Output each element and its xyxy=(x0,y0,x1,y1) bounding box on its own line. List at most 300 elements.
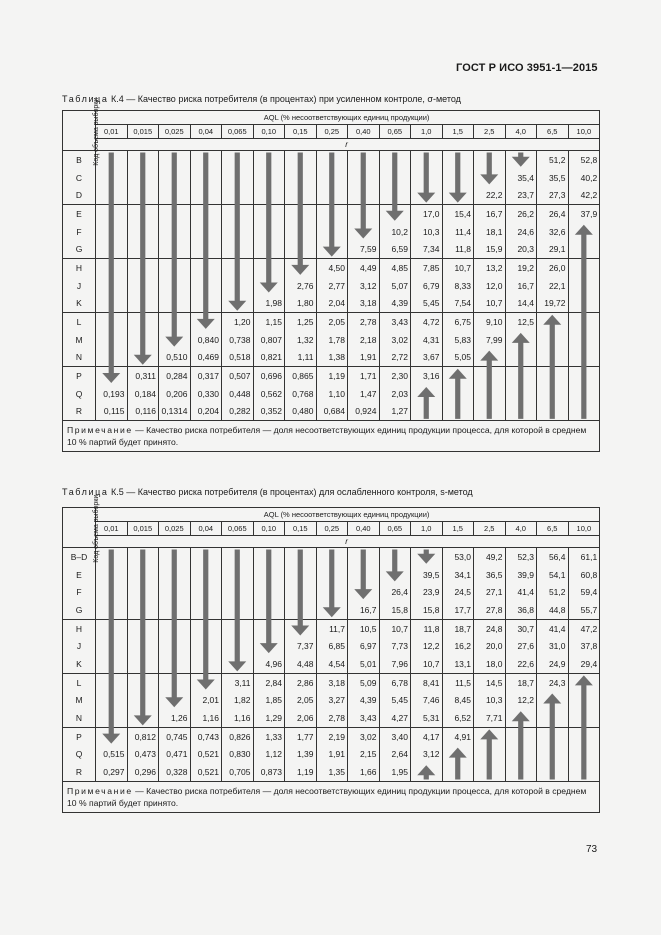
risk-cell: 1,15 xyxy=(253,313,285,331)
risk-cell: 11,4 xyxy=(442,223,474,241)
risk-cell xyxy=(96,259,128,277)
risk-cell: 3,43 xyxy=(348,709,380,727)
risk-cell: 0,480 xyxy=(285,403,317,421)
sample-code: N xyxy=(63,349,96,367)
risk-cell: 0,330 xyxy=(190,385,222,403)
risk-cell xyxy=(222,637,254,655)
risk-cell xyxy=(222,186,254,204)
aql-value: 2,5 xyxy=(474,125,506,139)
note-text: — Качество риска потребителя — доля несоответствующих единиц продукции процесса, для которой в среднем 10 % партий будет принято. xyxy=(67,785,587,808)
risk-cell xyxy=(379,205,411,223)
sample-code: G xyxy=(63,240,96,258)
risk-cell: 0,184 xyxy=(127,385,159,403)
risk-cell xyxy=(159,619,191,637)
risk-cell: 23,7 xyxy=(505,186,537,204)
risk-cell: 30,7 xyxy=(505,619,537,637)
risk-cell: 2,01 xyxy=(190,692,222,710)
risk-cell: 18,7 xyxy=(505,673,537,691)
risk-cell xyxy=(96,313,128,331)
risk-cell: 41,4 xyxy=(537,619,569,637)
risk-cell: 5,09 xyxy=(348,673,380,691)
risk-cell xyxy=(348,223,380,241)
risk-cell xyxy=(568,727,600,745)
risk-cell: 15,4 xyxy=(442,205,474,223)
risk-cell: 0,1314 xyxy=(159,403,191,421)
risk-cell xyxy=(96,240,128,258)
risk-cell: 9,10 xyxy=(474,313,506,331)
kod-label: Код объема выборки xyxy=(93,97,101,166)
risk-cell: 1,19 xyxy=(285,763,317,781)
aql-value: 0,25 xyxy=(316,522,348,536)
aql-value: 4,0 xyxy=(505,125,537,139)
risk-cell xyxy=(505,709,537,727)
table-row xyxy=(63,205,600,223)
risk-cell xyxy=(159,637,191,655)
aql-value: 6,5 xyxy=(537,522,569,536)
risk-cell: 22,6 xyxy=(505,655,537,673)
risk-cell: 1,85 xyxy=(253,692,285,710)
risk-cell: 0,768 xyxy=(285,385,317,403)
risk-cell xyxy=(442,763,474,781)
risk-cell xyxy=(348,205,380,223)
table-row xyxy=(63,259,600,277)
risk-cell: 4,54 xyxy=(316,655,348,673)
risk-cell: 0,448 xyxy=(222,385,254,403)
risk-cell: 2,30 xyxy=(379,367,411,385)
risk-cell: 35,5 xyxy=(537,169,569,187)
risk-cell: 1,11 xyxy=(285,349,317,367)
risk-cell xyxy=(127,566,159,584)
sample-code: M xyxy=(63,331,96,349)
risk-cell: 44,8 xyxy=(537,601,569,619)
risk-cell xyxy=(190,259,222,277)
risk-cell xyxy=(253,259,285,277)
risk-cell: 60,8 xyxy=(568,566,600,584)
risk-cell: 0,873 xyxy=(253,763,285,781)
table-row xyxy=(63,673,600,691)
risk-cell: 0,684 xyxy=(316,403,348,421)
risk-cell xyxy=(474,727,506,745)
risk-cell: 6,52 xyxy=(442,709,474,727)
risk-cell xyxy=(159,169,191,187)
risk-cell: 0,206 xyxy=(159,385,191,403)
risk-cell xyxy=(96,205,128,223)
risk-cell: 7,54 xyxy=(442,295,474,313)
risk-cell xyxy=(316,205,348,223)
risk-cell xyxy=(442,151,474,169)
risk-cell: 7,73 xyxy=(379,637,411,655)
r-label: r xyxy=(96,139,600,151)
table-row xyxy=(63,548,600,566)
risk-cell: 5,07 xyxy=(379,277,411,295)
risk-cell: 59,4 xyxy=(568,583,600,601)
risk-cell xyxy=(222,583,254,601)
risk-cell: 0,507 xyxy=(222,367,254,385)
risk-cell: 52,3 xyxy=(505,548,537,566)
aql-value: 0,01 xyxy=(96,522,128,536)
risk-cell: 4,91 xyxy=(442,727,474,745)
table-k5 xyxy=(62,494,600,813)
risk-cell: 35,4 xyxy=(505,169,537,187)
risk-cell xyxy=(537,349,569,367)
risk-cell xyxy=(222,151,254,169)
risk-cell: 53,0 xyxy=(442,548,474,566)
risk-cell: 3,43 xyxy=(379,313,411,331)
risk-cell xyxy=(505,746,537,764)
aql-value: 6,5 xyxy=(537,125,569,139)
risk-cell: 7,85 xyxy=(411,259,443,277)
risk-cell: 5,45 xyxy=(379,692,411,710)
risk-cell: 0,284 xyxy=(159,367,191,385)
risk-cell xyxy=(379,151,411,169)
risk-cell: 2,03 xyxy=(379,385,411,403)
risk-cell: 23,9 xyxy=(411,583,443,601)
risk-cell xyxy=(537,403,569,421)
risk-cell: 61,1 xyxy=(568,548,600,566)
risk-cell xyxy=(96,223,128,241)
table-row xyxy=(63,186,600,204)
risk-cell: 52,8 xyxy=(568,151,600,169)
aql-value: 0,015 xyxy=(127,522,159,536)
risk-cell: 6,59 xyxy=(379,240,411,258)
sample-code: J xyxy=(63,637,96,655)
risk-cell: 12,2 xyxy=(411,637,443,655)
risk-cell: 1,33 xyxy=(253,727,285,745)
table-row xyxy=(63,619,600,637)
risk-cell: 37,8 xyxy=(568,637,600,655)
risk-cell xyxy=(442,367,474,385)
risk-cell: 4,48 xyxy=(285,655,317,673)
sample-code: J xyxy=(63,277,96,295)
sample-code: G xyxy=(63,601,96,619)
risk-cell xyxy=(190,205,222,223)
aql-value: 1,5 xyxy=(442,522,474,536)
aql-value: 0,015 xyxy=(127,125,159,139)
risk-cell xyxy=(505,403,537,421)
risk-cell: 3,18 xyxy=(348,295,380,313)
risk-cell xyxy=(537,727,569,745)
risk-cell: 18,0 xyxy=(474,655,506,673)
risk-cell: 0,840 xyxy=(190,331,222,349)
risk-cell: 4,39 xyxy=(379,295,411,313)
risk-cell: 13,2 xyxy=(474,259,506,277)
aql-value: 0,10 xyxy=(253,125,285,139)
risk-cell xyxy=(159,205,191,223)
risk-cell: 4,27 xyxy=(379,709,411,727)
risk-cell: 2,06 xyxy=(285,709,317,727)
risk-cell: 7,59 xyxy=(348,240,380,258)
risk-cell xyxy=(568,763,600,781)
risk-cell xyxy=(253,601,285,619)
table-row xyxy=(63,583,600,601)
risk-cell xyxy=(96,619,128,637)
risk-cell: 2,19 xyxy=(316,727,348,745)
risk-cell xyxy=(127,619,159,637)
risk-cell xyxy=(568,223,600,241)
aql-value: 0,40 xyxy=(348,522,380,536)
risk-cell: 0,743 xyxy=(190,727,222,745)
risk-cell xyxy=(568,295,600,313)
risk-cell xyxy=(127,601,159,619)
risk-cell xyxy=(159,313,191,331)
risk-cell: 0,282 xyxy=(222,403,254,421)
risk-cell xyxy=(316,566,348,584)
risk-cell xyxy=(537,385,569,403)
aql-value: 0,25 xyxy=(316,125,348,139)
risk-cell: 16,7 xyxy=(348,601,380,619)
aql-value: 10,0 xyxy=(568,522,600,536)
risk-cell xyxy=(96,367,128,385)
table-row xyxy=(63,692,600,710)
risk-cell xyxy=(222,655,254,673)
risk-cell: 20,0 xyxy=(474,637,506,655)
risk-cell: 24,6 xyxy=(505,223,537,241)
risk-cell xyxy=(348,583,380,601)
risk-cell xyxy=(537,367,569,385)
risk-cell: 18,1 xyxy=(474,223,506,241)
risk-cell: 10,7 xyxy=(411,655,443,673)
risk-cell: 0,865 xyxy=(285,367,317,385)
risk-cell: 10,2 xyxy=(379,223,411,241)
risk-cell: 11,7 xyxy=(316,619,348,637)
aql-value: 0,065 xyxy=(222,522,254,536)
risk-cell: 1,38 xyxy=(316,349,348,367)
risk-cell xyxy=(222,548,254,566)
risk-cell xyxy=(127,169,159,187)
risk-cell: 6,75 xyxy=(442,313,474,331)
risk-cell: 19,2 xyxy=(505,259,537,277)
risk-cell xyxy=(127,655,159,673)
sample-code: K xyxy=(63,655,96,673)
table-row xyxy=(63,240,600,258)
risk-cell xyxy=(411,548,443,566)
sample-code: H xyxy=(63,619,96,637)
risk-cell: 56,4 xyxy=(537,548,569,566)
risk-cell xyxy=(568,313,600,331)
risk-cell: 0,821 xyxy=(253,349,285,367)
risk-cell: 1,78 xyxy=(316,331,348,349)
risk-cell: 1,39 xyxy=(285,746,317,764)
risk-cell xyxy=(96,349,128,367)
table-row xyxy=(63,349,600,367)
risk-cell xyxy=(222,240,254,258)
risk-cell xyxy=(127,240,159,258)
risk-cell: 11,8 xyxy=(442,240,474,258)
risk-cell: 22,1 xyxy=(537,277,569,295)
table-k4-caption xyxy=(62,94,461,104)
risk-cell xyxy=(190,186,222,204)
risk-cell: 8,45 xyxy=(442,692,474,710)
risk-cell: 2,18 xyxy=(348,331,380,349)
aql-header: AQL (% несоответствующих единиц продукции) xyxy=(96,508,600,522)
risk-cell xyxy=(190,566,222,584)
risk-cell xyxy=(442,746,474,764)
risk-cell: 8,33 xyxy=(442,277,474,295)
risk-cell xyxy=(127,223,159,241)
risk-cell: 2,04 xyxy=(316,295,348,313)
risk-cell xyxy=(253,240,285,258)
risk-cell: 2,76 xyxy=(285,277,317,295)
risk-cell xyxy=(442,385,474,403)
risk-cell xyxy=(537,763,569,781)
risk-cell: 1,80 xyxy=(285,295,317,313)
risk-cell: 3,40 xyxy=(379,727,411,745)
risk-cell xyxy=(285,186,317,204)
risk-cell: 15,9 xyxy=(474,240,506,258)
risk-cell xyxy=(96,169,128,187)
risk-cell: 1,91 xyxy=(316,746,348,764)
risk-cell: 3,11 xyxy=(222,673,254,691)
risk-cell: 1,26 xyxy=(159,709,191,727)
risk-cell: 0,115 xyxy=(96,403,128,421)
note-label: Примечание xyxy=(67,425,133,436)
risk-cell: 27,1 xyxy=(474,583,506,601)
risk-cell xyxy=(348,151,380,169)
table-row xyxy=(63,295,600,313)
risk-cell xyxy=(379,548,411,566)
risk-cell xyxy=(159,583,191,601)
sample-code: L xyxy=(63,313,96,331)
aql-value: 0,15 xyxy=(285,125,317,139)
risk-cell xyxy=(411,186,443,204)
risk-cell xyxy=(316,151,348,169)
risk-cell: 4,31 xyxy=(411,331,443,349)
risk-cell xyxy=(222,223,254,241)
risk-cell xyxy=(253,151,285,169)
risk-cell xyxy=(537,313,569,331)
risk-cell: 18,7 xyxy=(442,619,474,637)
sample-code: Q xyxy=(63,746,96,764)
risk-cell xyxy=(159,601,191,619)
aql-value: 4,0 xyxy=(505,522,537,536)
table-row xyxy=(63,709,600,727)
risk-cell: 39,5 xyxy=(411,566,443,584)
risk-cell: 54,1 xyxy=(537,566,569,584)
risk-cell xyxy=(190,223,222,241)
risk-cell xyxy=(190,151,222,169)
risk-cell xyxy=(379,169,411,187)
risk-cell xyxy=(442,169,474,187)
risk-cell xyxy=(474,349,506,367)
note-text: — Качество риска потребителя — доля несоответствующих единиц продукции процесса, для которой в среднем 10 % партий будет принято. xyxy=(67,425,587,448)
risk-cell: 1,91 xyxy=(348,349,380,367)
risk-cell xyxy=(96,186,128,204)
risk-cell: 39,9 xyxy=(505,566,537,584)
sample-code: N xyxy=(63,709,96,727)
aql-header: AQL (% несоответствующих единиц продукции) xyxy=(96,111,600,125)
sample-code: F xyxy=(63,583,96,601)
risk-cell xyxy=(411,169,443,187)
table-row xyxy=(63,151,600,169)
risk-cell: 27,8 xyxy=(474,601,506,619)
risk-cell xyxy=(127,583,159,601)
note-label: Примечание xyxy=(67,785,133,796)
risk-cell xyxy=(316,169,348,187)
risk-cell xyxy=(96,277,128,295)
risk-cell: 0,352 xyxy=(253,403,285,421)
table-row xyxy=(63,746,600,764)
risk-cell xyxy=(568,403,600,421)
risk-cell xyxy=(96,583,128,601)
risk-cell xyxy=(127,277,159,295)
risk-cell: 0,515 xyxy=(96,746,128,764)
risk-cell: 24,3 xyxy=(537,673,569,691)
risk-cell: 16,2 xyxy=(442,637,474,655)
risk-cell: 10,7 xyxy=(379,619,411,637)
risk-cell: 0,924 xyxy=(348,403,380,421)
risk-cell xyxy=(411,403,443,421)
risk-cell xyxy=(127,313,159,331)
risk-cell xyxy=(348,548,380,566)
risk-cell xyxy=(190,619,222,637)
risk-cell xyxy=(253,223,285,241)
risk-cell xyxy=(222,295,254,313)
risk-cell: 4,17 xyxy=(411,727,443,745)
risk-cell: 42,2 xyxy=(568,186,600,204)
risk-cell: 7,37 xyxy=(285,637,317,655)
risk-cell xyxy=(222,619,254,637)
risk-cell: 1,19 xyxy=(316,367,348,385)
risk-cell: 16,7 xyxy=(474,205,506,223)
risk-cell: 41,4 xyxy=(505,583,537,601)
risk-cell xyxy=(127,186,159,204)
risk-cell xyxy=(348,169,380,187)
risk-cell xyxy=(222,169,254,187)
risk-cell xyxy=(127,259,159,277)
risk-cell xyxy=(96,673,128,691)
risk-cell: 0,826 xyxy=(222,727,254,745)
risk-cell: 37,9 xyxy=(568,205,600,223)
table-row xyxy=(63,277,600,295)
risk-cell xyxy=(96,601,128,619)
risk-cell xyxy=(159,331,191,349)
risk-cell: 0,473 xyxy=(127,746,159,764)
risk-cell: 0,296 xyxy=(127,763,159,781)
risk-cell xyxy=(253,169,285,187)
risk-cell xyxy=(159,223,191,241)
risk-cell xyxy=(127,331,159,349)
table-row xyxy=(63,566,600,584)
risk-cell: 3,27 xyxy=(316,692,348,710)
risk-cell: 3,02 xyxy=(348,727,380,745)
risk-cell xyxy=(96,331,128,349)
risk-cell xyxy=(348,186,380,204)
risk-cell xyxy=(474,385,506,403)
risk-cell xyxy=(222,259,254,277)
risk-cell xyxy=(474,763,506,781)
sample-code: Q xyxy=(63,385,96,403)
risk-cell: 3,16 xyxy=(411,367,443,385)
risk-cell xyxy=(253,277,285,295)
aql-value: 10,0 xyxy=(568,125,600,139)
risk-cell xyxy=(411,151,443,169)
risk-cell xyxy=(190,295,222,313)
risk-cell xyxy=(537,746,569,764)
table-row xyxy=(63,637,600,655)
risk-cell xyxy=(537,692,569,710)
risk-cell xyxy=(127,637,159,655)
table-row xyxy=(63,403,600,421)
risk-cell: 0,204 xyxy=(190,403,222,421)
risk-cell xyxy=(442,186,474,204)
risk-cell xyxy=(190,655,222,673)
risk-cell xyxy=(379,566,411,584)
aql-value: 0,10 xyxy=(253,522,285,536)
risk-cell: 29,4 xyxy=(568,655,600,673)
risk-cell xyxy=(96,655,128,673)
risk-cell xyxy=(127,548,159,566)
risk-cell: 0,705 xyxy=(222,763,254,781)
